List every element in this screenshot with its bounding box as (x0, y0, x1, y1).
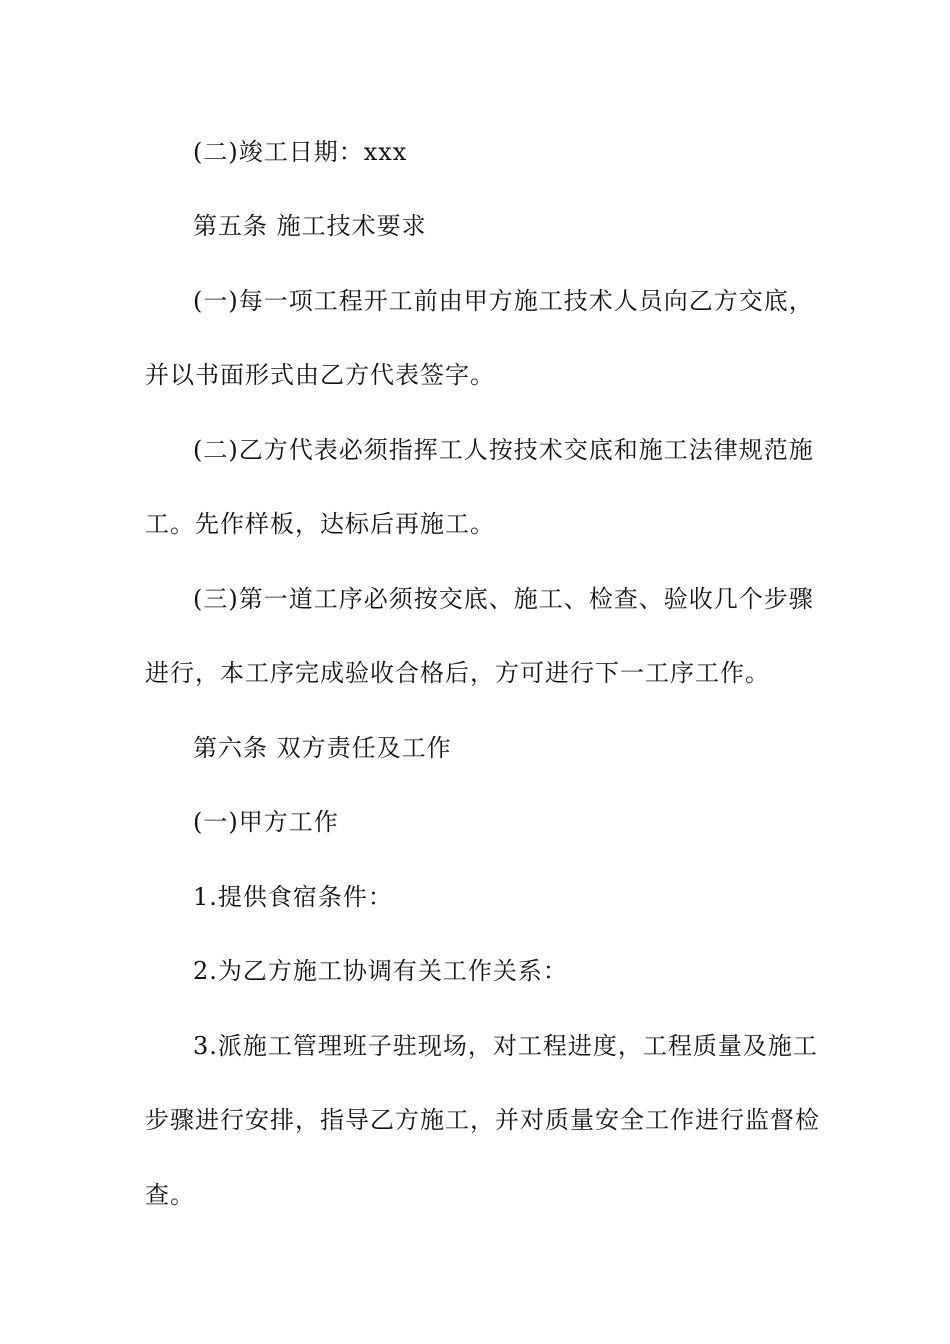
paragraph-line: 进行，本工序完成验收合格后，方可进行下一工序工作。 (145, 659, 770, 687)
paragraph-line: 步骤进行安排，指导乙方施工，并对质量安全工作进行监督检 (145, 1106, 820, 1134)
article-6-heading: 第六条 双方责任及工作 (193, 734, 452, 762)
completion-date-line: (二)竣工日期：xxx (193, 138, 408, 166)
article-5-heading: 第五条 施工技术要求 (193, 212, 427, 240)
paragraph-line: 工。先作样板，达标后再施工。 (145, 510, 495, 538)
paragraph-line: (二)乙方代表必须指挥工人按技术交底和施工法律规范施 (193, 436, 814, 464)
list-item: 2.为乙方施工协调有关工作关系： (193, 957, 568, 985)
list-item: 3.派施工管理班子驻现场，对工程进度，工程质量及施工 (193, 1032, 818, 1060)
subsection-heading: (一)甲方工作 (193, 808, 339, 836)
paragraph-line: 并以书面形式由乙方代表签字。 (145, 361, 495, 389)
paragraph-line: 查。 (145, 1181, 195, 1209)
paragraph-line: (一)每一项工程开工前由甲方施工技术人员向乙方交底， (193, 287, 814, 315)
paragraph-line: (三)第一道工序必须按交底、施工、检查、验收几个步骤 (193, 585, 814, 613)
list-item: 1.提供食宿条件： (193, 883, 393, 911)
